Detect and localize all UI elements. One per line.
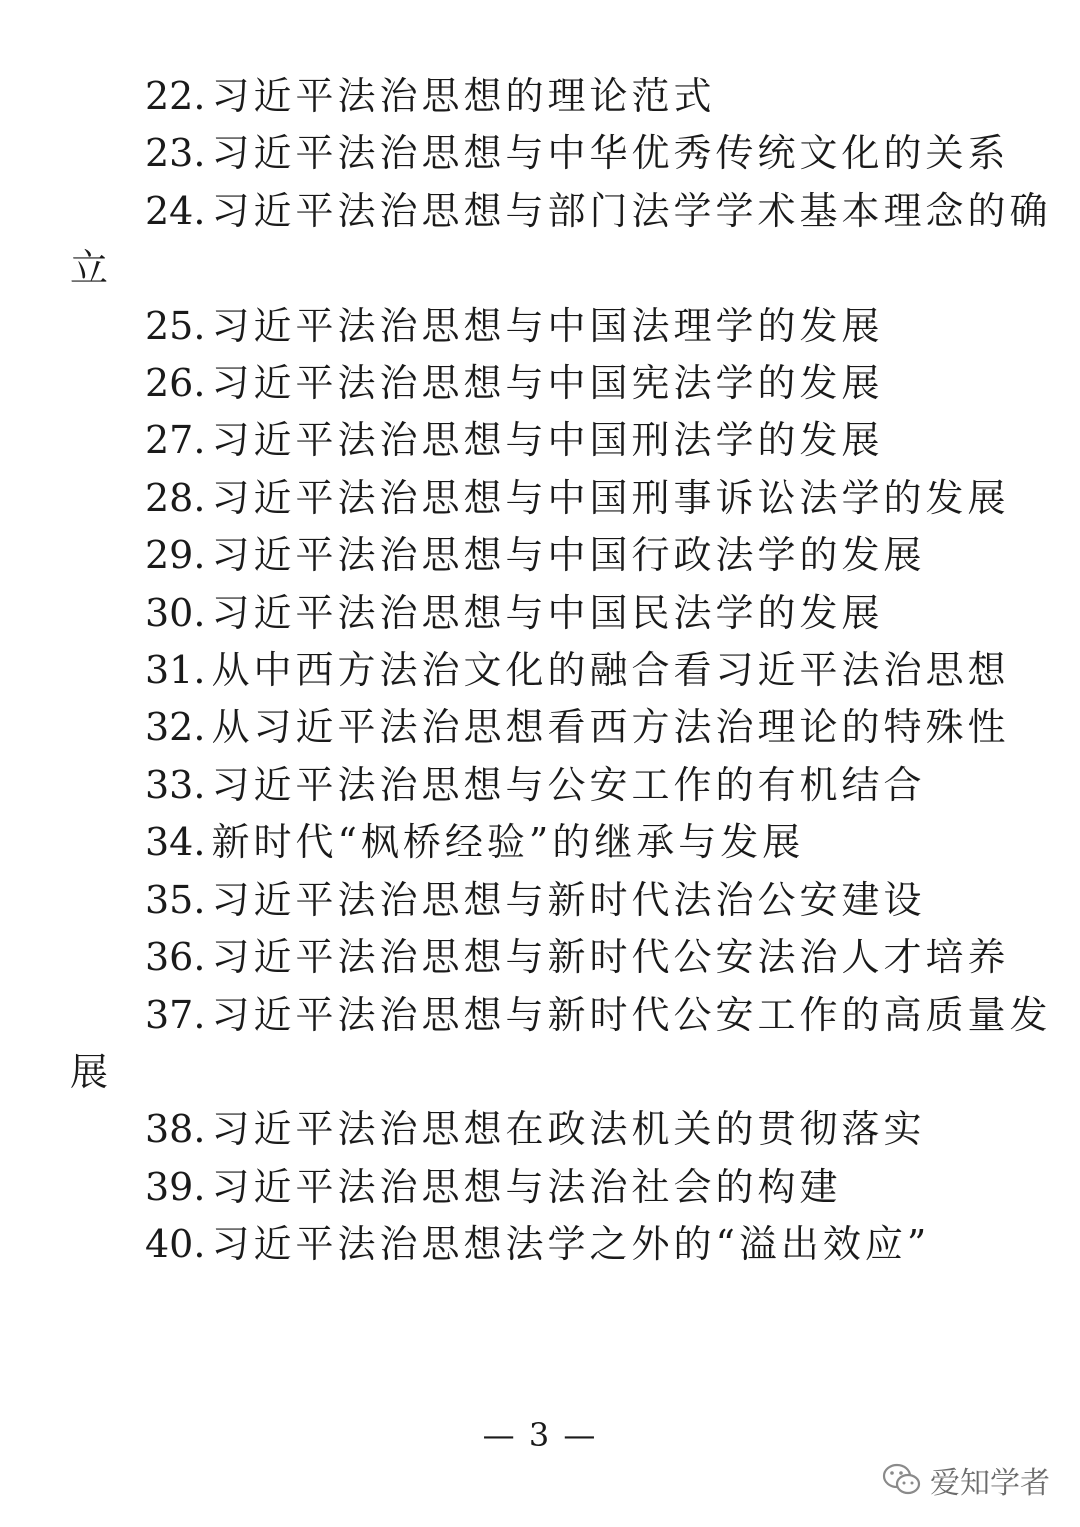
list-item [0, 1159, 1080, 1216]
item-number: 30. [145, 590, 206, 635]
item-text: 习近平法治思想与新时代公安工作的高质量发 [211, 992, 1052, 1037]
item-text: 习近平法治思想与新时代公安法治人才培养 [211, 935, 1010, 980]
item-number: 35. [145, 877, 206, 922]
list-item [0, 585, 1080, 642]
list-item [0, 1101, 1080, 1158]
list-item [0, 757, 1080, 814]
list-item [0, 527, 1080, 584]
item-number: 25. [145, 303, 206, 348]
list-item [0, 412, 1080, 469]
list-item [0, 298, 1080, 355]
item-text: 习近平法治思想与中国刑法学的发展 [211, 418, 884, 463]
item-number: 39. [145, 1164, 206, 1209]
item-number: 32. [145, 705, 206, 750]
item-text: 新时代“枫桥经验”的继承与发展 [211, 820, 805, 865]
list-item [0, 470, 1080, 527]
item-number: 36. [145, 935, 206, 980]
item-text-continuation: 展 [70, 1049, 113, 1094]
item-number: 29. [145, 533, 206, 578]
item-number: 40. [145, 1222, 206, 1267]
list-item [0, 814, 1080, 871]
item-number: 23. [145, 131, 206, 176]
item-text: 习近平法治思想与中国宪法学的发展 [211, 361, 884, 406]
item-text: 习近平法治思想法学之外的“溢出效应” [211, 1222, 931, 1267]
item-number: 33. [145, 762, 206, 807]
page-number: — 3 — [482, 1416, 598, 1454]
item-text: 习近平法治思想与中国刑事诉讼法学的发展 [211, 475, 1010, 520]
item-text-continuation: 立 [70, 246, 113, 291]
list-item [0, 183, 1080, 298]
item-text: 习近平法治思想与部门法学学术基本理念的确 [211, 188, 1052, 233]
item-number: 27. [145, 418, 206, 463]
item-text: 习近平法治思想的理论范式 [211, 74, 716, 118]
item-text: 习近平法治思想与公安工作的有机结合 [211, 762, 926, 807]
item-number: 31. [145, 648, 206, 693]
item-number: 37. [145, 992, 206, 1037]
item-number: 22. [145, 74, 206, 118]
topic-list [0, 68, 1080, 1274]
item-text: 习近平法治思想与中国法理学的发展 [211, 303, 884, 348]
item-text: 习近平法治思想与中华优秀传统文化的关系 [211, 131, 1010, 176]
item-text: 从习近平法治思想看西方法治理论的特殊性 [211, 705, 1010, 750]
watermark [882, 1458, 1050, 1502]
list-item [0, 355, 1080, 412]
list-item [0, 929, 1080, 986]
item-text: 习近平法治思想与中国行政法学的发展 [211, 533, 926, 578]
item-text: 习近平法治思想与新时代法治公安建设 [211, 877, 926, 922]
list-item [0, 1216, 1080, 1273]
list-item [0, 68, 1080, 125]
list-item [0, 125, 1080, 182]
list-item [0, 699, 1080, 756]
item-text: 习近平法治思想与法治社会的构建 [211, 1164, 842, 1209]
list-item [0, 987, 1080, 1102]
item-number: 26. [145, 361, 206, 406]
item-number: 38. [145, 1107, 206, 1152]
item-number: 34. [145, 820, 206, 865]
list-item [0, 872, 1080, 929]
list-item [0, 642, 1080, 699]
item-number: 24. [145, 188, 206, 233]
item-text: 从中西方法治文化的融合看习近平法治思想 [211, 648, 1010, 693]
watermark-text: 爱知学者 [930, 1466, 1050, 1501]
item-number: 28. [145, 475, 206, 520]
item-text: 习近平法治思想与中国民法学的发展 [211, 590, 884, 635]
item-text: 习近平法治思想在政法机关的贯彻落实 [211, 1107, 926, 1152]
wechat-icon [882, 1463, 922, 1497]
